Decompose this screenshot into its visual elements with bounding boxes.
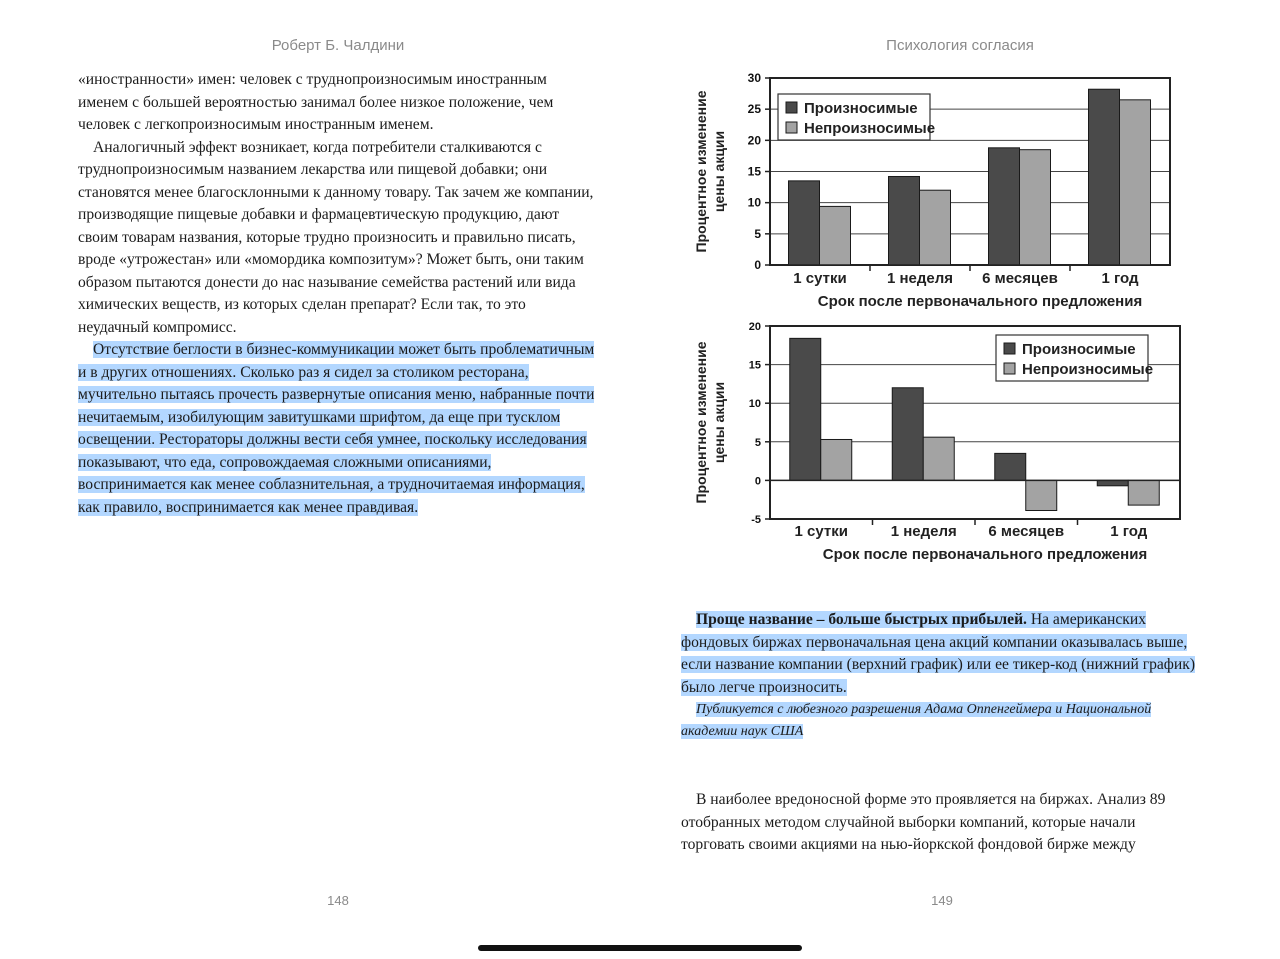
right-page bbox=[640, 0, 1280, 959]
legend-label: Произносимые bbox=[804, 100, 918, 117]
category-label: 1 неделя bbox=[886, 270, 954, 287]
figure-caption[interactable] bbox=[681, 609, 1196, 743]
caption-credit bbox=[681, 699, 1196, 743]
y-axis-label-line2: цены акции bbox=[711, 130, 727, 213]
category-label: 6 месяцев bbox=[982, 270, 1058, 287]
x-axis-label: Срок после первоначального предложения bbox=[817, 293, 1143, 310]
paragraph-1 bbox=[78, 69, 598, 137]
y-tick-label: 0 bbox=[754, 475, 761, 488]
bar-pronounceable bbox=[889, 176, 920, 265]
y-axis-label bbox=[693, 341, 727, 503]
y-tick-label: 15 bbox=[747, 164, 761, 179]
chart-ticker-codes bbox=[690, 316, 1210, 566]
legend-label: Непроизносимые bbox=[1022, 361, 1154, 378]
category-label: 1 сутки bbox=[794, 523, 848, 540]
y-tick-label: 30 bbox=[747, 71, 761, 85]
category-label: 1 сутки bbox=[793, 270, 847, 287]
paragraph-3[interactable] bbox=[78, 339, 598, 519]
home-indicator[interactable] bbox=[478, 945, 802, 951]
paragraph-1-text: «иностранности» имен: человек с труднопроизносимым иностранным именем с большей вероятностью занимал более низкое положение, чем человек с легкопроизносимым иностранным именем. bbox=[78, 71, 554, 133]
chart-company-names bbox=[690, 66, 1210, 311]
bar-pronounceable bbox=[1089, 89, 1120, 265]
caption-main bbox=[681, 609, 1196, 699]
y-tick-label: 5 bbox=[754, 226, 761, 241]
y-tick-label: 10 bbox=[748, 398, 761, 411]
running-header-author: Роберт Б. Чалдини bbox=[271, 37, 405, 54]
bar-unpronounceable bbox=[923, 437, 954, 480]
y-tick-label: 20 bbox=[747, 133, 761, 148]
running-header-title: Психология согласия bbox=[886, 37, 1034, 54]
bar-unpronounceable bbox=[920, 190, 951, 265]
bar-pronounceable bbox=[989, 148, 1020, 265]
bar-pronounceable bbox=[995, 453, 1026, 480]
caption-bold-lead: Проще название – больше быстрых прибылей. bbox=[696, 611, 1027, 628]
y-tick-label: 15 bbox=[748, 359, 761, 372]
y-tick-label: 10 bbox=[747, 195, 761, 210]
bar-pronounceable bbox=[892, 388, 923, 481]
category-label: 6 месяцев bbox=[988, 523, 1065, 540]
legend-swatch bbox=[1004, 343, 1015, 354]
category-label: 1 год bbox=[1101, 270, 1139, 287]
page-number-right: 149 bbox=[931, 893, 953, 908]
bar-unpronounceable bbox=[1026, 480, 1057, 510]
legend-swatch bbox=[786, 122, 797, 133]
paragraph-right-text: В наиболее вредоносной форме это проявляется на биржах. Анализ 89 отобранных методом случайной выборки компаний, которые начали торговать своими акциями на нью-йоркской фондовой бирже между bbox=[681, 791, 1166, 853]
x-axis-label: Срок после первоначального предложения bbox=[822, 546, 1148, 563]
legend-label: Произносимые bbox=[1022, 341, 1136, 358]
bar-unpronounceable bbox=[821, 439, 852, 480]
legend-swatch bbox=[1004, 363, 1015, 374]
paragraph-right bbox=[681, 789, 1201, 857]
page-number-left: 148 bbox=[327, 893, 349, 908]
bar-unpronounceable bbox=[820, 206, 851, 265]
highlighted-passage[interactable]: Отсутствие беглости в бизнес-коммуникации может быть проблематичным и в других отношениях. Сколько раз я сидел за столиком ресторана, мучительно пытаясь прочесть развернутые описания меню, набранные почти нечитаемым, изобилующим завитушками шрифтом, да еще при тусклом освещении. Рестораторы должны вести себя умнее, поскольку исследования показывают, что еда, сопровождаемая сложными описаниями, воспринимается как менее соблазнительная, а трудночитаемая информация, как правило, воспринимается как менее правдивая. bbox=[78, 341, 595, 516]
paragraph-2 bbox=[78, 137, 598, 340]
bar-pronounceable bbox=[789, 181, 820, 265]
y-tick-label: 0 bbox=[754, 258, 761, 272]
category-label: 1 год bbox=[1110, 523, 1148, 540]
y-axis-label-line1: Процентное изменение bbox=[693, 341, 709, 504]
right-page-body bbox=[681, 789, 1201, 857]
paragraph-2-text: Аналогичный эффект возникает, когда потребители сталкиваются с труднопроизносимым названием лекарства или пищевой добавки; они становятся менее благосклонными к данному товару. Так зачем же компании, производящие пищевые добавки и фармацевтическую продукцию, дают своим товарам названия, которые трудно произносить и правильно писать, вроде «утрожестан» или «момордика композитум»? Может быть, они таким образом пытаются донести до нас называние семейства растений или вида химических веществ, из которых сделан препарат? Если так, то это неудачный компромисс. bbox=[78, 138, 594, 336]
y-axis-label bbox=[693, 90, 727, 252]
y-axis-label-line2: цены акции bbox=[711, 381, 727, 464]
y-tick-label: 5 bbox=[754, 436, 761, 449]
bar-unpronounceable bbox=[1020, 150, 1051, 265]
legend-label: Непроизносимые bbox=[804, 120, 936, 137]
y-tick-label: -5 bbox=[751, 514, 761, 526]
y-tick-label: 25 bbox=[747, 102, 761, 117]
caption-highlight[interactable] bbox=[681, 611, 1195, 696]
legend-swatch bbox=[786, 102, 797, 113]
y-axis-label-line1: Процентное изменение bbox=[693, 90, 709, 253]
bar-pronounceable bbox=[790, 338, 821, 480]
caption-text: На американских фондовых биржах первоначальная цена акций компании оказывалась выше, если название компании (верхний график) или ее тикер-код (нижний график) было легче произносить. bbox=[681, 611, 1196, 696]
y-tick-label: 20 bbox=[748, 321, 761, 333]
bar-pronounceable bbox=[1097, 480, 1128, 485]
caption-credit-text[interactable]: Публикуется с любезного разрешения Адама Оппенгеймера и Национальной академии наук США bbox=[681, 702, 1152, 739]
category-label: 1 неделя bbox=[890, 523, 957, 540]
bar-unpronounceable bbox=[1120, 100, 1151, 265]
bar-unpronounceable bbox=[1128, 480, 1159, 505]
left-page-body bbox=[78, 69, 598, 519]
